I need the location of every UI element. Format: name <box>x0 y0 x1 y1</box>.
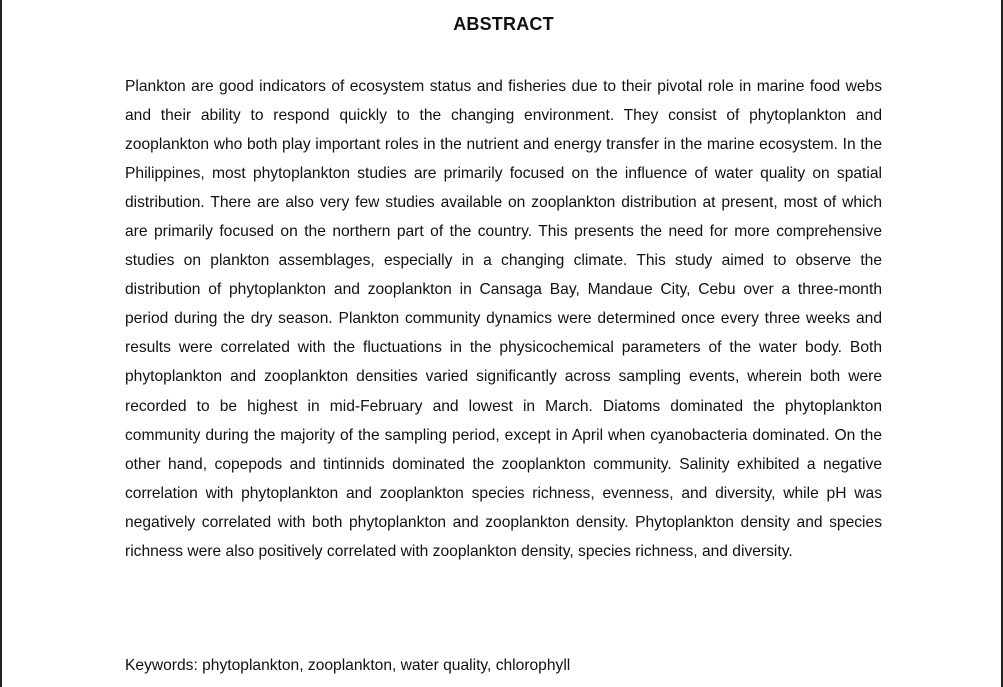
keywords-line: Keywords: phytoplankton, zooplankton, water quality, chlorophyll <box>125 657 571 674</box>
abstract-paragraph: Plankton are good indicators of ecosystem status and fisheries due to their pivotal role in marine food webs and their ability to respond quickly to the changing environment. They consist of phytoplankton and zooplankton who both play important roles in the nutrient and energy transfer in the marine ecosystem. In the Philippines, most phytoplankton studies are primarily focused on the influence of water quality on spatial distribution. There are also very few studies available on zooplankton distribution at present, most of which are primarily focused on the northern part of the country. This presents the need for more comprehensive studies on plankton assemblages, especially in a changing climate. This study aimed to observe the distribution of phytoplankton and zooplankton in Cansaga Bay, Mandaue City, Cebu over a three-month period during the dry season. Plankton community dynamics were determined once every three weeks and results were correlated with the fluctuations in the physicochemical parameters of the water body. Both phytoplankton and zooplankton densities varied significantly across sampling events, wherein both were recorded to be highest in mid-February and lowest in March. Diatoms dominated the phytoplankton community during the majority of the sampling period, except in April when cyanobacteria dominated. On the other hand, copepods and tintinnids dominated the zooplankton community. Salinity exhibited a negative correlation with phytoplankton and zooplankton species richness, evenness, and diversity, while pH was negatively correlated with both phytoplankton and zooplankton density. Phytoplankton density and species richness were also positively correlated with zooplankton density, species richness, and diversity. <box>125 78 882 560</box>
abstract-heading: ABSTRACT <box>453 14 554 34</box>
